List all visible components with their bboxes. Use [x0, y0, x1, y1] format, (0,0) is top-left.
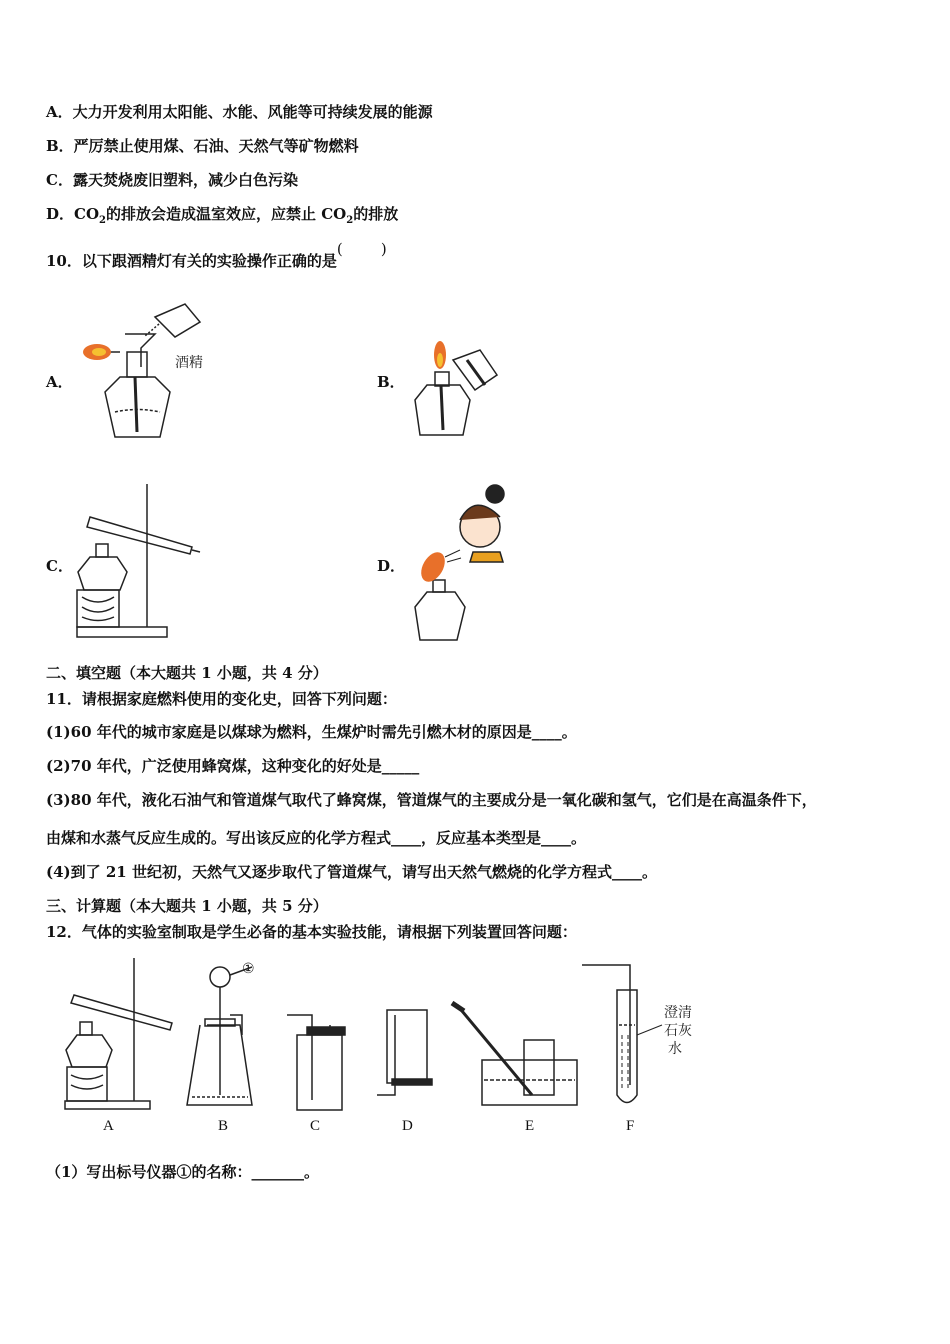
option-label-c: C．	[46, 557, 73, 575]
figure-b-lamp-to-lamp	[405, 330, 505, 440]
section-2-heading: 二、填空题（本大题共 1 小题，共 4 分）	[46, 664, 328, 682]
beaker	[155, 304, 200, 337]
option-label-d: D．	[377, 557, 406, 575]
alcohol-label: 酒精	[175, 355, 203, 371]
option-label-b: B．	[377, 373, 405, 391]
q10-stem	[46, 240, 387, 271]
funnel	[125, 334, 155, 367]
limewater-label: 澄清	[664, 1005, 692, 1021]
section-3-heading: 三、计算题（本大题共 1 小题，共 5 分）	[46, 897, 328, 915]
q12-stem: 12．气体的实验室制取是学生必备的基本实验技能，请根据下列装置回答问题：	[46, 923, 577, 941]
apparatus-a	[65, 958, 172, 1109]
subscript: 2	[346, 215, 354, 226]
q9-option-a: A．大力开发利用太阳能、水能、风能等可持续发展的能源	[46, 103, 433, 121]
q9-option-b: B．严厉禁止使用煤、石油、天然气等矿物燃料	[46, 137, 359, 155]
limewater-label: 水	[668, 1041, 682, 1057]
figure-a-adding-alcohol	[75, 292, 225, 442]
apparatus-label-c: C	[310, 1118, 321, 1134]
q11-part3-line1: (3)80 年代，液化石油气和管道煤气取代了蜂窝煤，管道煤气的主要成分是一氧化碳和氢气，它们是在高温条件下，	[46, 791, 817, 809]
apparatus-d	[377, 1010, 432, 1095]
q11-part1: (1)60 年代的城市家庭是以煤球为燃料，生煤炉时需先引燃木材的原因是____。	[46, 723, 577, 741]
q11-part2: (2)70 年代，广泛使用蜂窝煤，这种变化的好处是_____	[46, 757, 420, 775]
apparatus-label-a: A	[103, 1118, 114, 1134]
text: 10．以下跟酒精灯有关的实验操作正确的是	[46, 252, 337, 270]
apparatus-figure	[62, 955, 722, 1115]
subscript: 2	[99, 215, 106, 226]
apparatus-label-d: D	[402, 1118, 413, 1134]
apparatus-label-b: B	[218, 1118, 229, 1134]
text: 的排放会造成温室效应，应禁止 CO	[105, 205, 347, 223]
figure-c-heating-tube	[72, 482, 207, 644]
answer-paren: ( )	[336, 240, 387, 258]
text: 的排放	[353, 205, 399, 223]
apparatus-b	[187, 967, 252, 1105]
apparatus-e	[452, 1003, 577, 1105]
q11-part3-line2: 由煤和水蒸气反应生成的。写出该反应的化学方程式____，反应基本类型是____。	[46, 829, 587, 847]
q9-option-d	[46, 204, 398, 231]
q9-option-c: C．露天焚烧废旧塑料，减少白色污染	[46, 171, 298, 189]
figure-d-blowing-lamp	[405, 482, 510, 644]
q11-part4: (4)到了 21 世纪初，天然气又逐步取代了管道煤气，请写出天然气燃烧的化学方程式____。	[46, 863, 657, 881]
limewater-label: 石灰	[664, 1023, 692, 1039]
q12-part1: （1）写出标号仪器①的名称：_______。	[46, 1163, 319, 1181]
text: D．CO	[46, 205, 100, 223]
apparatus-label-e: E	[525, 1118, 535, 1134]
q11-stem: 11．请根据家庭燃料使用的变化史，回答下列问题：	[46, 690, 397, 708]
option-label-a: A．	[46, 373, 73, 391]
apparatus-label-f: F	[626, 1118, 635, 1134]
marker-1: ①	[242, 961, 255, 977]
apparatus-c	[287, 1015, 345, 1110]
